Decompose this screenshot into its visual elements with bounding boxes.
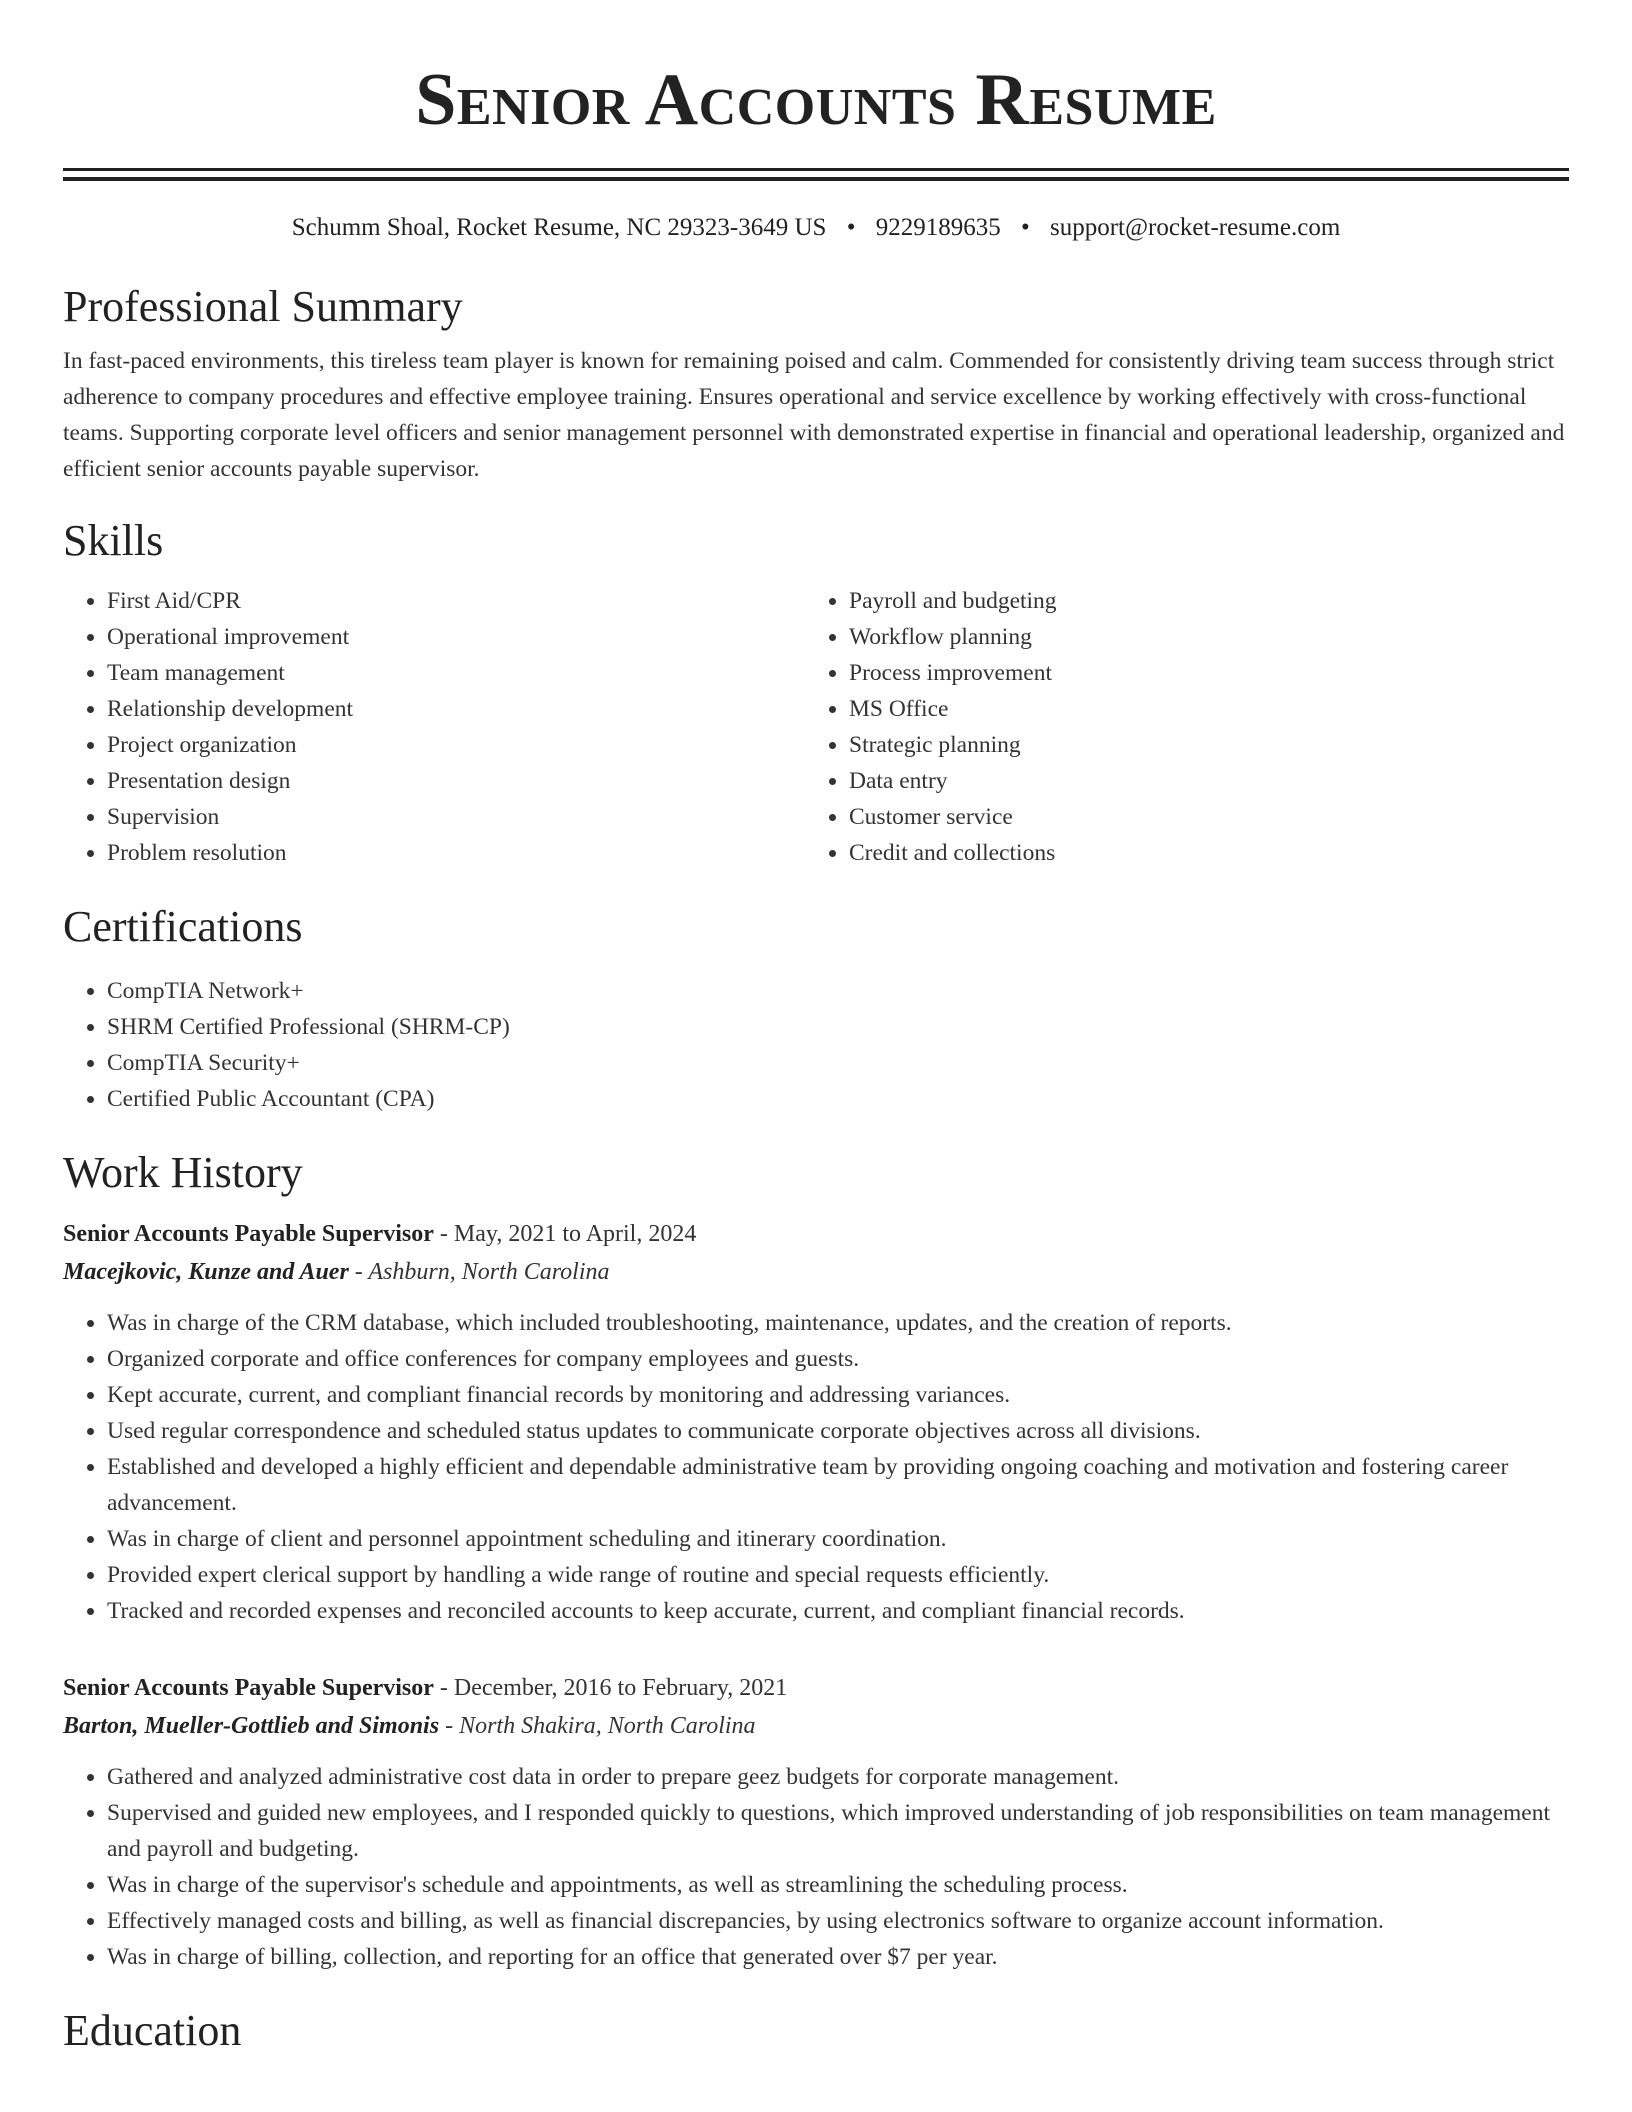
job-duties-list [63, 1759, 1569, 1975]
job-duty-item: • Gathered and analyzed administrative cost data in order to prepare geez budgets for corporate management. [107, 1759, 1569, 1795]
skill-item: • Strategic planning [849, 727, 1547, 763]
job-duty-item: • Kept accurate, current, and compliant financial records by monitoring and addressing variances. [107, 1377, 1569, 1413]
certification-item: • SHRM Certified Professional (SHRM-CP) [107, 1009, 1569, 1045]
education-heading: Education [63, 2006, 242, 2055]
contact-phone: 9229189635 [875, 214, 1001, 241]
skill-item: • MS Office [849, 691, 1547, 727]
title-divider [63, 168, 1569, 181]
resume-title: Senior Accounts Resume [415, 59, 1217, 141]
certification-item: • CompTIA Security+ [107, 1045, 1569, 1081]
job-company: Barton, Mueller-Gottlieb and Simonis [63, 1713, 440, 1739]
job-duty-item: • Established and developed a highly efficient and dependable administrative team by providing ongoing coaching and motivation and fostering career advancement. [107, 1449, 1569, 1521]
job-duty-item: • Was in charge of the CRM database, which included troubleshooting, maintenance, updates, and the creation of reports. [107, 1305, 1569, 1341]
certifications-heading: Certifications [63, 902, 303, 951]
skill-item: • Process improvement [849, 655, 1547, 691]
certifications-section [63, 901, 1569, 1117]
job-company: Macejkovic, Kunze and Auer [63, 1259, 349, 1285]
job-dates: - May, 2021 to April, 2024 [433, 1221, 697, 1247]
certification-item: • Certified Public Accountant (CPA) [107, 1081, 1569, 1117]
skills-heading: Skills [63, 516, 164, 565]
skill-item: • Payroll and budgeting [849, 583, 1547, 619]
skill-item: • Team management [107, 655, 805, 691]
job-title: Senior Accounts Payable Supervisor [63, 1675, 434, 1701]
certification-item: • CompTIA Network+ [107, 973, 1569, 1009]
skills-section [63, 515, 1569, 871]
skills-column-right [805, 583, 1547, 871]
summary-text: In fast-paced environments, this tireless team player is known for remaining poised and calm. Commended for consistently driving team success through strict adherence to company procedures and effective employee training. Ensures operational and service excellence by working effectively with cross-functional teams. Supporting corporate level officers and senior management personnel with demonstrated expertise in financial and operational leadership, organized and efficient senior accounts payable supervisor. [63, 348, 1565, 482]
summary-section [63, 281, 1569, 487]
job-duty-item: • Used regular correspondence and scheduled status updates to communicate corporate objectives across all divisions. [107, 1413, 1569, 1449]
contact-separator: • [846, 214, 856, 241]
job-entry [63, 1669, 1569, 1975]
job-entry [63, 1215, 1569, 1629]
job-duty-item: • Was in charge of billing, collection, and reporting for an office that generated over $7 per year. [107, 1939, 1569, 1975]
job-dates: - December, 2016 to February, 2021 [433, 1675, 788, 1701]
job-duty-item: • Supervised and guided new employees, and I responded quickly to questions, which improved understanding of job responsibilities on team management and payroll and budgeting. [107, 1795, 1569, 1867]
job-title: Senior Accounts Payable Supervisor [63, 1221, 434, 1247]
skills-list-left [63, 583, 805, 871]
job-header [63, 1215, 1569, 1253]
job-duty-item: • Organized corporate and office conferences for company employees and guests. [107, 1341, 1569, 1377]
job-employer [63, 1253, 1569, 1291]
certifications-list [63, 973, 1569, 1117]
contact-separator: • [1020, 214, 1030, 241]
work-history-heading: Work History [63, 1148, 303, 1197]
work-history-section [63, 1147, 1569, 1975]
job-duty-item: • Provided expert clerical support by handling a wide range of routine and special requests efficiently. [107, 1557, 1569, 1593]
skill-item: • Operational improvement [107, 619, 805, 655]
skill-item: • Supervision [107, 799, 805, 835]
job-header [63, 1669, 1569, 1707]
skill-item: • Workflow planning [849, 619, 1547, 655]
skill-item: • First Aid/CPR [107, 583, 805, 619]
education-section [63, 2005, 1569, 2057]
job-duties-list [63, 1305, 1569, 1629]
job-duty-item: • Was in charge of the supervisor's schedule and appointments, as well as streamlining the scheduling process. [107, 1867, 1569, 1903]
summary-heading: Professional Summary [63, 282, 463, 331]
skill-item: • Project organization [107, 727, 805, 763]
job-duty-item: • Effectively managed costs and billing, as well as financial discrepancies, by using electronics software to organize account information. [107, 1903, 1569, 1939]
job-duty-item: • Was in charge of client and personnel appointment scheduling and itinerary coordination. [107, 1521, 1569, 1557]
contact-address: Schumm Shoal, Rocket Resume, NC 29323-3649 US [291, 214, 827, 241]
skill-item: • Credit and collections [849, 835, 1547, 871]
job-duty-item: • Tracked and recorded expenses and reconciled accounts to keep accurate, current, and compliant financial records. [107, 1593, 1569, 1629]
job-location: - North Shakira, North Carolina [439, 1713, 756, 1739]
skills-columns [63, 583, 1569, 871]
skill-item: • Problem resolution [107, 835, 805, 871]
contact-line [63, 211, 1569, 245]
job-location: - Ashburn, North Carolina [348, 1259, 610, 1285]
skill-item: • Relationship development [107, 691, 805, 727]
skill-item: • Data entry [849, 763, 1547, 799]
job-employer [63, 1707, 1569, 1745]
skill-item: • Presentation design [107, 763, 805, 799]
skills-column-left [63, 583, 805, 871]
contact-email: support@rocket-resume.com [1049, 214, 1341, 241]
skills-list-right [805, 583, 1547, 871]
skill-item: • Customer service [849, 799, 1547, 835]
